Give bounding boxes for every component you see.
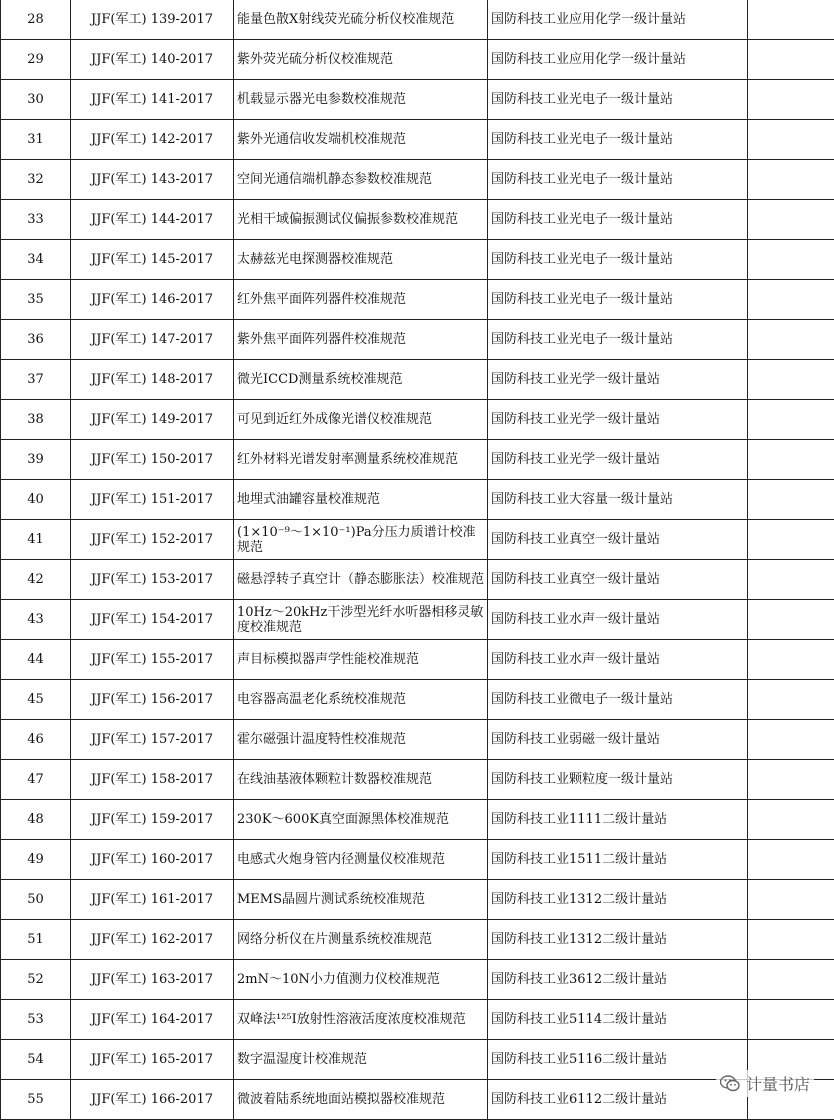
note-cell [748, 520, 834, 560]
standard-name-cell: 电容器高温老化系统校准规范 [234, 680, 488, 720]
note-cell [748, 840, 834, 880]
standard-name-cell: 紫外光通信收发端机校准规范 [234, 120, 488, 160]
standard-name-cell: 霍尔磁强计温度特性校准规范 [234, 720, 488, 760]
row-number-cell: 49 [1, 840, 71, 880]
row-number-cell: 32 [1, 160, 71, 200]
standard-name-cell: 微波着陆系统地面站模拟器校准规范 [234, 1080, 488, 1120]
standard-code-cell: JJF(军工) 153-2017 [71, 560, 234, 600]
standard-name-cell: 红外焦平面阵列器件校准规范 [234, 280, 488, 320]
table-row [1, 880, 834, 920]
row-number-cell: 35 [1, 280, 71, 320]
drafting-station-cell: 国防科技工业大容量一级计量站 [488, 480, 748, 520]
standard-code-cell: JJF(军工) 146-2017 [71, 280, 234, 320]
standard-code-cell: JJF(军工) 143-2017 [71, 160, 234, 200]
standard-code-cell: JJF(军工) 148-2017 [71, 360, 234, 400]
standard-code-cell: JJF(军工) 142-2017 [71, 120, 234, 160]
drafting-station-cell: 国防科技工业水声一级计量站 [488, 600, 748, 640]
account-watermark [716, 1070, 814, 1097]
drafting-station-cell: 国防科技工业应用化学一级计量站 [488, 0, 748, 40]
standard-code-cell: JJF(军工) 140-2017 [71, 40, 234, 80]
row-number-cell: 38 [1, 400, 71, 440]
drafting-station-cell: 国防科技工业5114二级计量站 [488, 1000, 748, 1040]
drafting-station-cell: 国防科技工业光电子一级计量站 [488, 160, 748, 200]
standard-name-cell: 地埋式油罐容量校准规范 [234, 480, 488, 520]
drafting-station-cell: 国防科技工业光电子一级计量站 [488, 320, 748, 360]
note-cell [748, 320, 834, 360]
table-row [1, 1080, 834, 1120]
row-number-cell: 51 [1, 920, 71, 960]
standard-name-cell: 在线油基液体颗粒计数器校准规范 [234, 760, 488, 800]
drafting-station-cell: 国防科技工业真空一级计量站 [488, 520, 748, 560]
row-number-cell: 44 [1, 640, 71, 680]
table-row [1, 400, 834, 440]
table-row [1, 560, 834, 600]
row-number-cell: 50 [1, 880, 71, 920]
standard-code-cell: JJF(军工) 152-2017 [71, 520, 234, 560]
table-row [1, 920, 834, 960]
table-row [1, 0, 834, 40]
standard-code-cell: JJF(军工) 157-2017 [71, 720, 234, 760]
standard-code-cell: JJF(军工) 149-2017 [71, 400, 234, 440]
note-cell [748, 680, 834, 720]
standard-name-cell: 2mN～10N小力值测力仪校准规范 [234, 960, 488, 1000]
standard-name-cell: 紫外焦平面阵列器件校准规范 [234, 320, 488, 360]
note-cell [748, 360, 834, 400]
note-cell [748, 560, 834, 600]
drafting-station-cell: 国防科技工业微电子一级计量站 [488, 680, 748, 720]
standard-code-cell: JJF(军工) 164-2017 [71, 1000, 234, 1040]
note-cell [748, 280, 834, 320]
row-number-cell: 40 [1, 480, 71, 520]
standard-name-cell: 网络分析仪在片测量系统校准规范 [234, 920, 488, 960]
standard-name-cell: 双峰法¹²⁵I放射性溶液活度浓度校准规范 [234, 1000, 488, 1040]
table-row [1, 1040, 834, 1080]
note-cell [748, 120, 834, 160]
drafting-station-cell: 国防科技工业6112二级计量站 [488, 1080, 748, 1120]
row-number-cell: 28 [1, 0, 71, 40]
drafting-station-cell: 国防科技工业1111二级计量站 [488, 800, 748, 840]
table-row [1, 200, 834, 240]
note-cell [748, 400, 834, 440]
standard-name-cell: 能量色散X射线荧光硫分析仪校准规范 [234, 0, 488, 40]
standard-code-cell: JJF(军工) 165-2017 [71, 1040, 234, 1080]
drafting-station-cell: 国防科技工业1511二级计量站 [488, 840, 748, 880]
drafting-station-cell: 国防科技工业光电子一级计量站 [488, 200, 748, 240]
table-body [1, 0, 834, 1120]
note-cell [748, 40, 834, 80]
note-cell [748, 880, 834, 920]
note-cell [748, 600, 834, 640]
standard-code-cell: JJF(军工) 166-2017 [71, 1080, 234, 1120]
table-row [1, 240, 834, 280]
standard-name-cell: 声目标模拟器声学性能校准规范 [234, 640, 488, 680]
table-row [1, 760, 834, 800]
standard-code-cell: JJF(军工) 154-2017 [71, 600, 234, 640]
note-cell [748, 920, 834, 960]
drafting-station-cell: 国防科技工业光学一级计量站 [488, 440, 748, 480]
table-row [1, 120, 834, 160]
table-row [1, 600, 834, 640]
row-number-cell: 33 [1, 200, 71, 240]
drafting-station-cell: 国防科技工业光电子一级计量站 [488, 80, 748, 120]
drafting-station-cell: 国防科技工业应用化学一级计量站 [488, 40, 748, 80]
row-number-cell: 37 [1, 360, 71, 400]
table-row [1, 720, 834, 760]
drafting-station-cell: 国防科技工业光学一级计量站 [488, 400, 748, 440]
row-number-cell: 29 [1, 40, 71, 80]
note-cell [748, 160, 834, 200]
drafting-station-cell: 国防科技工业1312二级计量站 [488, 880, 748, 920]
standard-code-cell: JJF(军工) 150-2017 [71, 440, 234, 480]
row-number-cell: 53 [1, 1000, 71, 1040]
standard-code-cell: JJF(军工) 158-2017 [71, 760, 234, 800]
row-number-cell: 36 [1, 320, 71, 360]
standard-name-cell: 空间光通信端机静态参数校准规范 [234, 160, 488, 200]
standard-name-cell: (1×10⁻⁹～1×10⁻¹)Pa分压力质谱计校准规范 [234, 520, 488, 560]
note-cell [748, 480, 834, 520]
watermark-text: 计量书店 [746, 1072, 810, 1095]
row-number-cell: 41 [1, 520, 71, 560]
standard-name-cell: 10Hz～20kHz干涉型光纤水听器相移灵敏度校准规范 [234, 600, 488, 640]
row-number-cell: 39 [1, 440, 71, 480]
note-cell [748, 80, 834, 120]
table-row [1, 480, 834, 520]
note-cell [748, 240, 834, 280]
standard-name-cell: 紫外荧光硫分析仪校准规范 [234, 40, 488, 80]
row-number-cell: 55 [1, 1080, 71, 1120]
table-row [1, 1000, 834, 1040]
note-cell [748, 720, 834, 760]
table-row [1, 960, 834, 1000]
row-number-cell: 52 [1, 960, 71, 1000]
note-cell [748, 440, 834, 480]
standard-code-cell: JJF(军工) 162-2017 [71, 920, 234, 960]
standard-name-cell: 电感式火炮身管内径测量仪校准规范 [234, 840, 488, 880]
standard-name-cell: MEMS晶圆片测试系统校准规范 [234, 880, 488, 920]
standard-name-cell: 磁悬浮转子真空计（静态膨胀法）校准规范 [234, 560, 488, 600]
standard-code-cell: JJF(军工) 139-2017 [71, 0, 234, 40]
row-number-cell: 47 [1, 760, 71, 800]
row-number-cell: 45 [1, 680, 71, 720]
standard-code-cell: JJF(军工) 159-2017 [71, 800, 234, 840]
table-row [1, 40, 834, 80]
standard-name-cell: 红外材料光谱发射率测量系统校准规范 [234, 440, 488, 480]
table-row [1, 800, 834, 840]
drafting-station-cell: 国防科技工业真空一级计量站 [488, 560, 748, 600]
standard-code-cell: JJF(军工) 145-2017 [71, 240, 234, 280]
drafting-station-cell: 国防科技工业1312二级计量站 [488, 920, 748, 960]
note-cell [748, 200, 834, 240]
table-row [1, 280, 834, 320]
drafting-station-cell: 国防科技工业颗粒度一级计量站 [488, 760, 748, 800]
drafting-station-cell: 国防科技工业光电子一级计量站 [488, 120, 748, 160]
standard-code-cell: JJF(军工) 163-2017 [71, 960, 234, 1000]
row-number-cell: 46 [1, 720, 71, 760]
drafting-station-cell: 国防科技工业光电子一级计量站 [488, 240, 748, 280]
note-cell [748, 760, 834, 800]
note-cell [748, 1000, 834, 1040]
table-row [1, 320, 834, 360]
row-number-cell: 34 [1, 240, 71, 280]
row-number-cell: 48 [1, 800, 71, 840]
row-number-cell: 54 [1, 1040, 71, 1080]
note-cell [748, 0, 834, 40]
drafting-station-cell: 国防科技工业5116二级计量站 [488, 1040, 748, 1080]
drafting-station-cell: 国防科技工业光电子一级计量站 [488, 280, 748, 320]
standard-name-cell: 机载显示器光电参数校准规范 [234, 80, 488, 120]
standard-code-cell: JJF(军工) 155-2017 [71, 640, 234, 680]
row-number-cell: 43 [1, 600, 71, 640]
note-cell [748, 800, 834, 840]
wechat-icon [720, 1075, 740, 1092]
standard-name-cell: 太赫兹光电探测器校准规范 [234, 240, 488, 280]
table-row [1, 360, 834, 400]
standard-name-cell: 数字温湿度计校准规范 [234, 1040, 488, 1080]
standard-code-cell: JJF(军工) 156-2017 [71, 680, 234, 720]
row-number-cell: 31 [1, 120, 71, 160]
standard-name-cell: 光相干域偏振测试仪偏振参数校准规范 [234, 200, 488, 240]
standard-code-cell: JJF(军工) 160-2017 [71, 840, 234, 880]
table-row [1, 440, 834, 480]
standard-code-cell: JJF(军工) 161-2017 [71, 880, 234, 920]
drafting-station-cell: 国防科技工业弱磁一级计量站 [488, 720, 748, 760]
note-cell [748, 640, 834, 680]
standard-name-cell: 230K～600K真空面源黑体校准规范 [234, 800, 488, 840]
table-row [1, 640, 834, 680]
row-number-cell: 30 [1, 80, 71, 120]
table-row [1, 840, 834, 880]
table-row [1, 160, 834, 200]
table-row [1, 680, 834, 720]
row-number-cell: 42 [1, 560, 71, 600]
table-row [1, 80, 834, 120]
standard-name-cell: 微光ICCD测量系统校准规范 [234, 360, 488, 400]
table-row [1, 520, 834, 560]
drafting-station-cell: 国防科技工业3612二级计量站 [488, 960, 748, 1000]
standard-code-cell: JJF(军工) 144-2017 [71, 200, 234, 240]
standard-code-cell: JJF(军工) 147-2017 [71, 320, 234, 360]
standard-code-cell: JJF(军工) 151-2017 [71, 480, 234, 520]
note-cell [748, 960, 834, 1000]
standard-code-cell: JJF(军工) 141-2017 [71, 80, 234, 120]
drafting-station-cell: 国防科技工业光学一级计量站 [488, 360, 748, 400]
drafting-station-cell: 国防科技工业水声一级计量站 [488, 640, 748, 680]
standard-name-cell: 可见到近红外成像光谱仪校准规范 [234, 400, 488, 440]
